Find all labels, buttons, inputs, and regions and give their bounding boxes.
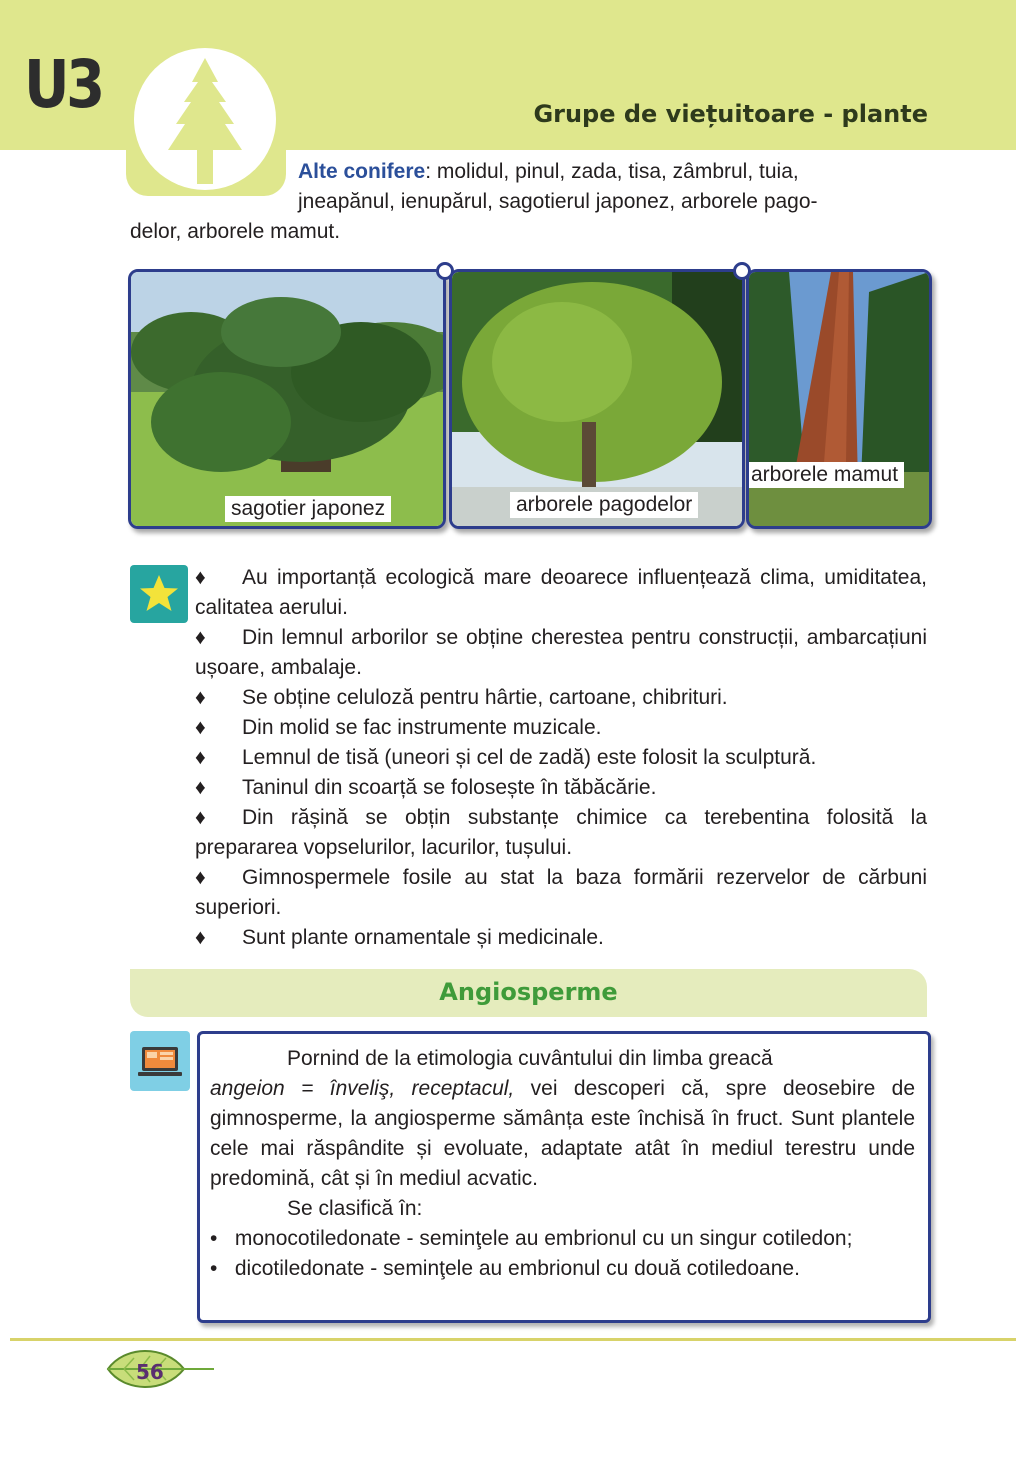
- list-item: ♦ Din lemnul arborilor se obține cherestea pentru construcții, ambarcațiuni ușoare, ambalaje.: [195, 626, 927, 679]
- unit-code: U3: [24, 46, 102, 123]
- page-number: 56: [136, 1360, 164, 1384]
- section-heading-bar: [130, 969, 927, 1017]
- photo-arborele-mamut: [746, 269, 932, 529]
- list-item: ♦ Lemnul de tisă (uneori și cel de zadă) este folosit la sculptură.: [195, 746, 817, 769]
- list-item: ♦ Din molid se fac instrumente muzicale.: [195, 716, 602, 739]
- list-item: ♦ Taninul din scoarță se folosește în tăbăcărie.: [195, 776, 657, 799]
- classification-item: • monocotiledonate - seminţele au embrionul cu un singur cotiledon;: [210, 1227, 853, 1250]
- definition-text: [210, 1044, 915, 1284]
- intro-line-3: delor, arborele mamut.: [130, 220, 341, 243]
- list-item: ♦ Au importanță ecologică mare deoarece influențează clima, umiditatea, calitatea aerului.: [195, 566, 927, 619]
- list-item: ♦ Din rășină se obțin substanțe chimice ca terebentina folosită la prepararea vopselurilor, lacurilor, tușului.: [195, 806, 927, 859]
- uses-list: [195, 563, 927, 953]
- intro-term: Alte conifere: [298, 160, 426, 183]
- star-icon: [130, 565, 188, 623]
- intro-line-2: jneapănul, ienupărul, sagotierul japonez, arborele pago-: [298, 190, 818, 213]
- classification-intro: Se clasifică în:: [287, 1197, 423, 1220]
- photo-caption: sagotier japonez: [225, 496, 391, 522]
- list-item: ♦ Gimnospermele fosile au stat la baza formării rezervelor de cărbuni superiori.: [195, 866, 927, 919]
- classification-item: • dicotiledonate - seminţele au embrionul cu două cotiledoane.: [210, 1257, 800, 1280]
- intro-line-1: : molidul, pinul, zada, tisa, zâmbrul, tuia,: [425, 160, 799, 183]
- definition-box: [197, 1031, 931, 1323]
- chapter-title: Grupe de viețuitoare - plante: [533, 100, 928, 128]
- photo-caption: arborele mamut: [746, 462, 904, 488]
- definition-paragraph: Pornind de la etimologia cuvântului din limba greacă angeion = înveliş, receptacul, vei descoperi că, spre deosebire de gimnosperme, la angiosperme sămânța este închisă în fruct. Sunt plantele cele mai răspândite și evoluate, adaptate atât în mediul terestru unde predomină, cât și în mediul acvatic.: [210, 1047, 915, 1190]
- list-item: ♦ Se obține celuloză pentru hârtie, cartoane, chibrituri.: [195, 686, 728, 709]
- list-item: ♦ Sunt plante ornamentale și medicinale.: [195, 926, 604, 949]
- intro-paragraph: [130, 157, 930, 247]
- frame-knot: [733, 262, 751, 280]
- footer-divider: [10, 1338, 1016, 1341]
- section-title: Angiosperme: [439, 978, 618, 1006]
- photo-arborele-pagodelor: [449, 269, 745, 529]
- photo-sagotier-japonez: [128, 269, 446, 529]
- laptop-icon: [130, 1031, 190, 1091]
- photo-caption: arborele pagodelor: [510, 492, 698, 518]
- etymology: angeion = înveliş, receptacul,: [210, 1077, 515, 1100]
- frame-knot: [436, 262, 454, 280]
